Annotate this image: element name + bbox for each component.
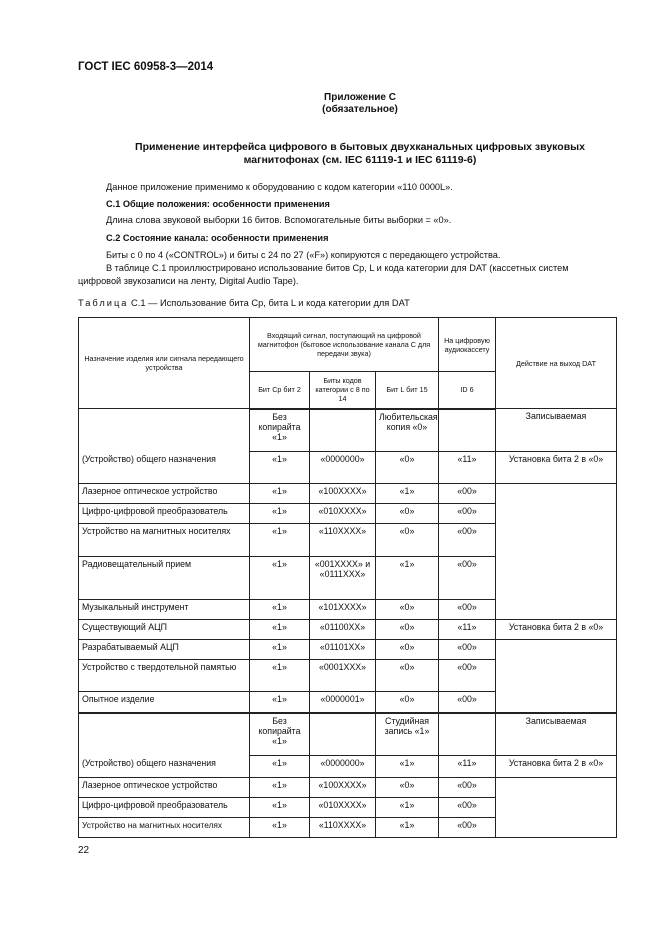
header-purpose: Назначение изделия или сигнала передающего устройства: [79, 318, 250, 409]
row-cp: «1»: [250, 600, 310, 620]
group-2-id-empty: [439, 713, 496, 756]
group-2-code-empty: [310, 713, 376, 756]
row-id: «00»: [439, 640, 496, 660]
annex-subtitle: (обязательное): [322, 104, 398, 115]
row-cp: «1»: [250, 504, 310, 524]
header-dat-action: Действие на выход DAT: [496, 318, 617, 409]
row-action-empty: [496, 660, 617, 692]
row-id: «00»: [439, 778, 496, 798]
table-row: [79, 484, 617, 504]
group-2-spacer: [79, 713, 250, 756]
intro-paragraph: Данное приложение применимо к оборудованию с кодом категории «110 0000L».: [106, 182, 453, 192]
row-l: «0»: [376, 640, 439, 660]
group-1-spacer: [79, 409, 250, 452]
row-action-empty: [496, 600, 617, 620]
table-caption-prefix: Таблица: [78, 298, 129, 308]
row-cp: «1»: [250, 778, 310, 798]
section-2-text-3: цифровой звукозаписи на ленту, Digital Audio Tape).: [78, 276, 299, 286]
category-code-table: [78, 317, 617, 838]
row-code: «0000000»: [310, 452, 376, 484]
table-row: [79, 692, 617, 713]
row-action-empty: [496, 778, 617, 798]
row-id: «11»: [439, 452, 496, 484]
row-l: «0»: [376, 504, 439, 524]
section-1-title: С.1 Общие положения: особенности применения: [106, 199, 330, 209]
row-cp: «1»: [250, 798, 310, 818]
table-row: [79, 778, 617, 798]
row-cp: «1»: [250, 818, 310, 838]
header-bit-cp: Бит Ср бит 2: [250, 372, 310, 409]
row-purpose: Цифро-цифровой преобразователь: [79, 504, 250, 524]
row-cp: «1»: [250, 640, 310, 660]
row-purpose: Устройство на магнитных носителях: [79, 524, 250, 557]
row-code: «010ХХХХ»: [310, 798, 376, 818]
row-purpose: Радиовещательный прием: [79, 557, 250, 600]
row-id: «00»: [439, 798, 496, 818]
row-code: «01101ХХ»: [310, 640, 376, 660]
row-l: «0»: [376, 620, 439, 640]
row-code: «01100ХХ»: [310, 620, 376, 640]
row-action: Установка бита 2 в «0»: [496, 452, 617, 484]
group-1-code-empty: [310, 409, 376, 452]
row-cp: «1»: [250, 620, 310, 640]
row-id: «11»: [439, 756, 496, 778]
row-cp: «1»: [250, 557, 310, 600]
annex-title: Приложение С: [324, 92, 396, 103]
table-caption-text: С.1 — Использование бита Ср, бита L и кода категории для DAT: [131, 298, 410, 308]
row-l: «0»: [376, 524, 439, 557]
row-purpose: Опытное изделие: [79, 692, 250, 713]
row-id: «00»: [439, 524, 496, 557]
group-2-cp: Без копирайта «1»: [250, 713, 310, 756]
row-id: «00»: [439, 692, 496, 713]
annex-heading-line-2: магнитофонах (см. IEC 61119-1 и IEC 61119-6): [243, 154, 477, 166]
table-row: [79, 524, 617, 557]
row-code: «100ХХХХ»: [310, 484, 376, 504]
page-number: 22: [78, 845, 90, 856]
row-purpose: (Устройство) общего назначения: [79, 452, 250, 484]
row-l: «1»: [376, 484, 439, 504]
group-1-action: Записываемая: [496, 409, 617, 452]
row-action: Установка бита 2 в «0»: [496, 756, 617, 778]
row-cp: «1»: [250, 660, 310, 692]
row-l: «1»: [376, 557, 439, 600]
group-1-cp: Без копирайта «1»: [250, 409, 310, 452]
row-id: «00»: [439, 660, 496, 692]
header-audio-cassette: На цифровую аудиокассету: [439, 318, 496, 372]
row-action-empty: [496, 798, 617, 818]
group-2-action: Записываемая: [496, 713, 617, 756]
table-row: [79, 504, 617, 524]
row-id: «11»: [439, 620, 496, 640]
row-code: «010ХХХХ»: [310, 504, 376, 524]
row-purpose: Музыкальный инструмент: [79, 600, 250, 620]
row-purpose: Лазерное оптическое устройство: [79, 778, 250, 798]
row-l: «0»: [376, 778, 439, 798]
row-l: «0»: [376, 692, 439, 713]
header-bit-l: Бит L бит 15: [376, 372, 439, 409]
table-caption: [78, 298, 410, 308]
row-id: «00»: [439, 484, 496, 504]
section-2-text-2: В таблице С.1 проиллюстрировано использование битов Ср, L и кода категории для DAT (кассетных систем: [106, 263, 569, 273]
row-action-empty: [496, 818, 617, 838]
row-l: «0»: [376, 452, 439, 484]
row-action-empty: [496, 640, 617, 660]
row-purpose: Лазерное оптическое устройство: [79, 484, 250, 504]
row-cp: «1»: [250, 692, 310, 713]
table-row: [79, 818, 617, 838]
row-action: Установка бита 2 в «0»: [496, 620, 617, 640]
table-row: [79, 660, 617, 692]
row-purpose: Устройство на магнитных носителях: [79, 818, 250, 838]
group-1-id-empty: [439, 409, 496, 452]
section-2-text-1: Биты с 0 по 4 («CONTROL») и биты с 24 по 27 («F») копируются с передающего устройства.: [106, 250, 501, 260]
row-l: «1»: [376, 756, 439, 778]
row-action-empty: [496, 504, 617, 524]
section-2-title: С.2 Состояние канала: особенности применения: [106, 233, 329, 243]
table-row: [79, 798, 617, 818]
header-input-signal: Входящий сигнал, поступающий на цифровой магнитофон (бытовое использование канала С для передачи звука): [250, 318, 439, 372]
table-row: [79, 600, 617, 620]
row-code: «0000001»: [310, 692, 376, 713]
row-action-empty: [496, 557, 617, 600]
row-l: «0»: [376, 600, 439, 620]
row-id: «00»: [439, 600, 496, 620]
row-action-empty: [496, 692, 617, 713]
row-cp: «1»: [250, 484, 310, 504]
row-id: «00»: [439, 818, 496, 838]
row-l: «0»: [376, 660, 439, 692]
row-l: «1»: [376, 818, 439, 838]
row-cp: «1»: [250, 524, 310, 557]
header-id6: ID 6: [439, 372, 496, 409]
table-row: [79, 620, 617, 640]
row-code: «110ХХХХ»: [310, 818, 376, 838]
row-purpose: Устройство с твердотельной памятью: [79, 660, 250, 692]
group-1-l: Любительская копия «0»: [376, 409, 439, 452]
table-row: [79, 756, 617, 778]
table-row: [79, 452, 617, 484]
group-2-l: Студийная запись «1»: [376, 713, 439, 756]
header-category-bits: Биты кодов категории с 8 по 14: [310, 372, 376, 409]
row-purpose: (Устройство) общего назначения: [79, 756, 250, 778]
row-l: «1»: [376, 798, 439, 818]
row-code: «0000000»: [310, 756, 376, 778]
row-code: «101ХХХХ»: [310, 600, 376, 620]
row-code: «100ХХХХ»: [310, 778, 376, 798]
table-row: [79, 640, 617, 660]
annex-heading-line-1: Применение интерфейса цифрового в бытовых двухканальных цифровых звуковых: [135, 141, 585, 153]
row-id: «00»: [439, 557, 496, 600]
table-row: [79, 557, 617, 600]
document-id: ГОСТ IEC 60958-3—2014: [78, 61, 214, 73]
row-code: «001ХХХХ» и «0111ХХХ»: [310, 557, 376, 600]
row-purpose: Существующий АЦП: [79, 620, 250, 640]
row-cp: «1»: [250, 756, 310, 778]
row-code: «110ХХХХ»: [310, 524, 376, 557]
row-id: «00»: [439, 504, 496, 524]
row-code: «0001ХХХ»: [310, 660, 376, 692]
section-1-text: Длина слова звуковой выборки 16 битов. Вспомогательные биты выборки = «0».: [106, 215, 452, 225]
row-cp: «1»: [250, 452, 310, 484]
row-action-empty: [496, 484, 617, 504]
row-purpose: Разрабатываемый АЦП: [79, 640, 250, 660]
row-action-empty: [496, 524, 617, 557]
row-purpose: Цифро-цифровой преобразователь: [79, 798, 250, 818]
